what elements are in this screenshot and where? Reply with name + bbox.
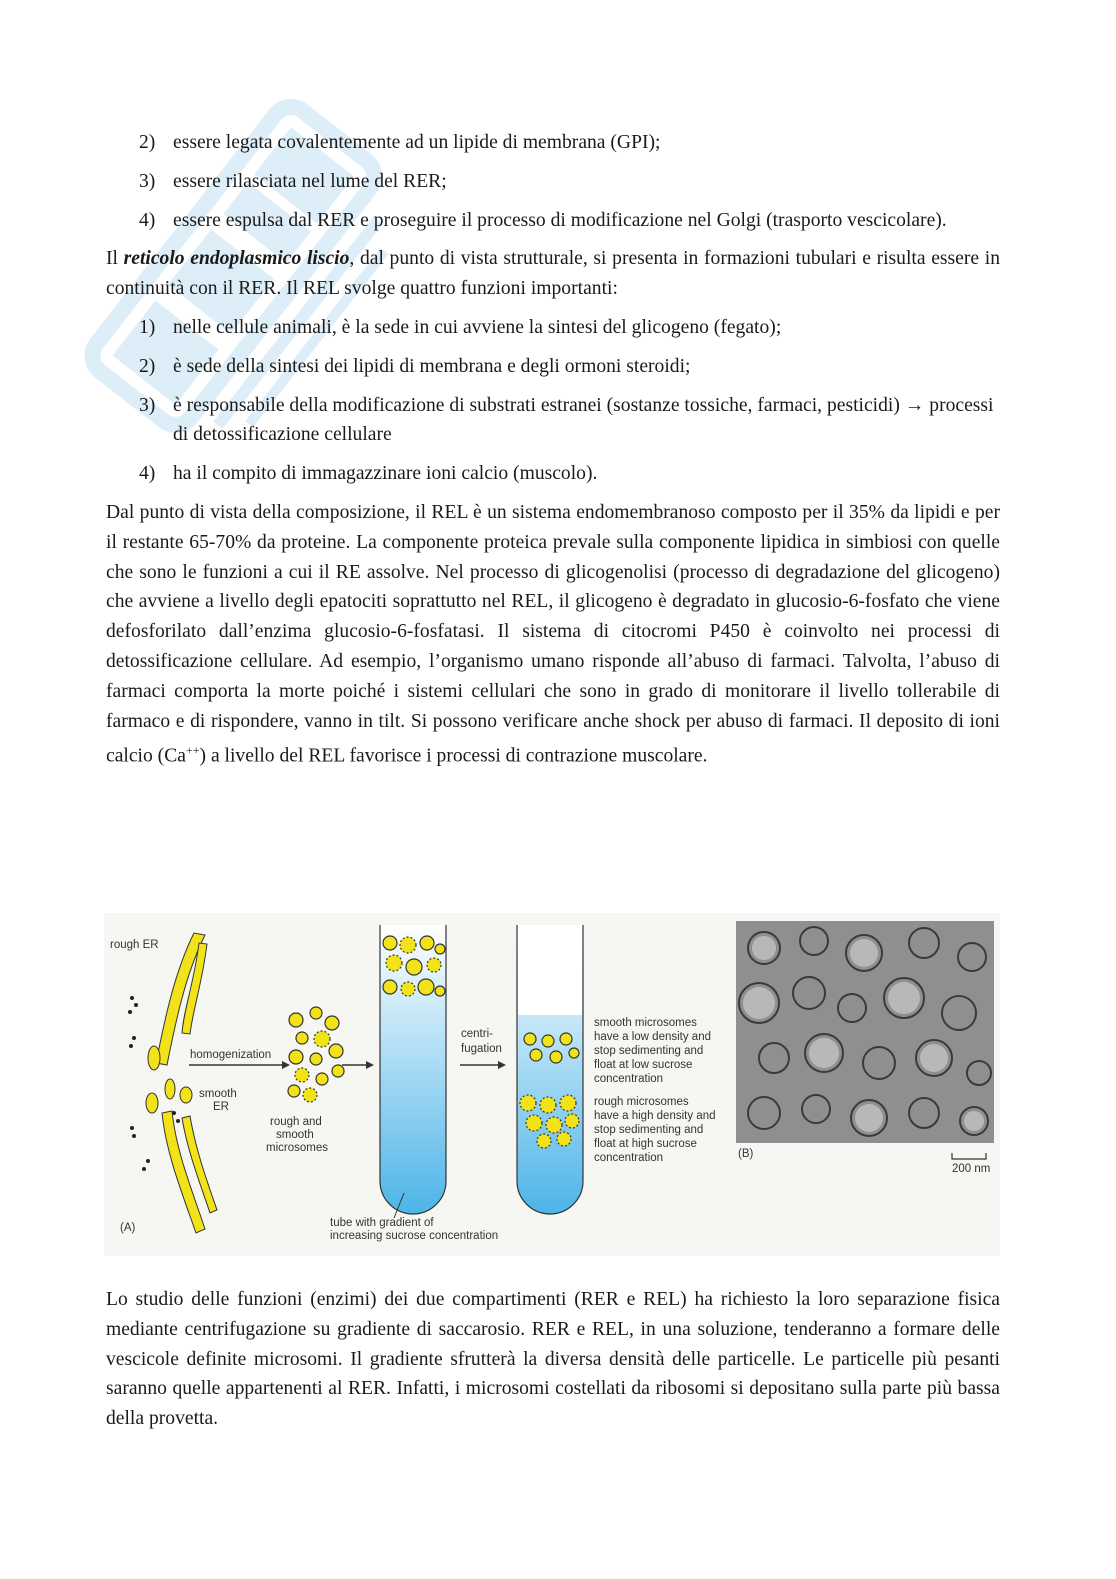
tube-label-1: tube with gradient of: [330, 1217, 434, 1229]
tube-label-2: increasing sucrose concentration: [330, 1230, 499, 1242]
intro-term: reticolo endoplasmico liscio: [123, 248, 350, 270]
composition-paragraph: [106, 498, 1000, 772]
list-item: [106, 352, 1000, 382]
intro-post: , dal punto di vista strutturale, si presenta in formazioni tubulari e risulta essere in continuità con il RER. Il REL svolge quattro funzioni importanti:: [106, 248, 1000, 300]
calcium-superscript: ++: [185, 743, 200, 758]
list-item: [106, 313, 1000, 343]
caption-line: concentration: [594, 1152, 664, 1164]
scale-bar-label: 200 nm: [952, 1163, 991, 1175]
list-text: nelle cellule animali, è la sede in cui avviene la sintesi del glicogeno (fegato);: [173, 316, 782, 338]
composition-text: Dal punto di vista della composizione, il REL è un sistema endomembranoso composto per il 35% da lipidi e per il restante 65-70% da proteine. La componente proteica prevale sulla componente lipidica in simbiosi con quelle che sono le funzioni a cui il RE assolve. Nel processo di glicogenolisi (processo di degradazione del glicogeno) che avviene a livello degli epatociti soprattutto nel REL, il glicogeno è degradato in glucosio-6-fosfato che viene defosforilato dall’enzima glucosio-6-fosfatasi. Il sistema di citocromi P450 è coinvolto nei processi di detossificazione cellulare. Ad esempio, l’organismo umano risponde all’abuso di farmaci. Talvolta, l’abuso di farmaci comporta la morte poiché i sistemi cellulari che sono in grado di monitorare il livello tollerabile di farmaco e di rispondere, vanno in tilt. Si possono verificare anche shock per abuso di farmaci. Il deposito di ioni calcio (Ca: [106, 501, 1000, 767]
composition-tail: ) a livello del REL favorisce i processi di contrazione muscolare.: [199, 745, 708, 767]
intro-paragraph: [106, 244, 1000, 304]
electron-micrograph: [736, 921, 994, 1143]
list-text: è responsabile della modificazione di substrati estranei (sostanze tossiche, farmaci, pesticidi) → processi di detossificazione cellulare: [173, 394, 994, 446]
list-number: 3): [139, 394, 156, 416]
list-number: 4): [139, 463, 156, 485]
caption-line: concentration: [594, 1073, 664, 1085]
caption-line: have a low density and: [594, 1031, 711, 1043]
microsomes-label-2: smooth: [276, 1129, 314, 1141]
list-text: essere legata covalentemente ad un lipide di membrana (GPI);: [173, 132, 661, 153]
list-text: è sede della sintesi dei lipidi di membrana e degli ormoni steroidi;: [173, 355, 691, 377]
main-content: [106, 128, 1000, 781]
smooth-er-label-2: ER: [213, 1101, 229, 1113]
list-item: [106, 206, 1000, 236]
list-text: essere rilasciata nel lume del RER;: [173, 170, 447, 192]
microsomes-label-1: rough and: [270, 1116, 322, 1128]
gradient-tube-2: [517, 925, 583, 1214]
list-number: 3): [139, 170, 156, 192]
caption-line: have a high density and: [594, 1110, 716, 1122]
caption-line: rough microsomes: [594, 1096, 689, 1108]
caption-line: float at low sucrose: [594, 1059, 693, 1071]
rough-er-label: rough ER: [110, 939, 159, 951]
centrifugation-label-2: fugation: [461, 1043, 502, 1055]
centrifugation-label-1: centri-: [461, 1028, 493, 1040]
homogenization-label: homogenization: [190, 1049, 272, 1061]
list-item: [106, 391, 1000, 451]
list-item: [106, 459, 1000, 489]
caption-line: stop sedimenting and: [594, 1124, 704, 1136]
microsomes-label-3: microsomes: [266, 1142, 328, 1154]
list-number: 2): [139, 132, 156, 153]
list-number: 2): [139, 355, 156, 377]
list-text: ha il compito di immagazzinare ioni calcio (muscolo).: [173, 463, 598, 485]
list-item: [106, 128, 1000, 158]
list-item: [106, 167, 1000, 197]
caption-line: stop sedimenting and: [594, 1045, 704, 1057]
microsome-figure: [104, 913, 1000, 1256]
list-number: 4): [139, 209, 156, 231]
panel-a-label: (A): [120, 1222, 136, 1234]
list-text: essere espulsa dal RER e proseguire il processo di modificazione nel Golgi (trasporto vescicolare).: [173, 209, 947, 231]
caption-line: float at high sucrose: [594, 1138, 697, 1150]
intro-pre: Il: [106, 248, 124, 270]
gradient-tube-1: [380, 925, 446, 1214]
caption-line: smooth microsomes: [594, 1017, 697, 1029]
closing-paragraph: Lo studio delle funzioni (enzimi) dei due compartimenti (RER e REL) ha richiesto la loro separazione fisica mediante centrifugazione su gradiente di saccarosio. RER e REL, in una soluzione, tenderanno a formare delle vescicole definite microsomi. Il gradiente sfrutterà la diversa densità delle particelle. Le particelle più pesanti saranno quelle appartenenti al RER. Infatti, i microsomi costellati da ribosomi si depositano sulla parte più bassa della provetta.: [106, 1289, 1000, 1430]
smooth-er-label-1: smooth: [199, 1088, 237, 1100]
list-number: 1): [139, 316, 156, 338]
panel-b-label: (B): [738, 1148, 754, 1160]
